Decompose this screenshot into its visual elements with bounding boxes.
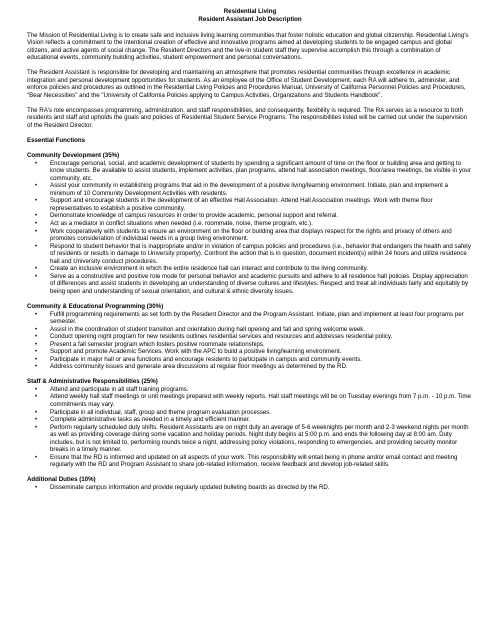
mission-paragraph: The Mission of Residential Living is to create safe and inclusive living learning communities that foster holistic education and global citizenship. Residential Living's Vision reflects a commitment to the intentional creation of effective and innovative programs aimed at developing students to be engaged campus and global citizens, and active agents of social change. The Resident Directors and the live-in student staff they supervise accomplish this through a combination of educational events, community building activities, student empowerment and personal conversations. (27, 31, 469, 62)
staff-administrative-list (27, 386, 473, 469)
section-heading-staff-administrative: Staff & Administrative Responsibilities (25%) (27, 378, 158, 386)
list-item: • Fulfill programming requirements as set forth by the Resident Director and the Program Assistant. Initiate, plan and implement at least four programs per semester. (27, 311, 473, 326)
role-paragraph: The RA's role encompasses programming, administration, and staff responsibilities, and consequently, flexibility is required. The RA serves as a resource to both residents and staff and upholds the goals and policies of Residential Student Service Programs. The responsibilities listed will be carried out under the supervision of the Resident Director. (27, 106, 468, 129)
list-item: • Assist in the coordination of student transition and orientation during hall opening and fall and spring welcome week. (27, 326, 473, 334)
list-item: • Disseminate campus information and provide regularly updated bulleting boards as directed by the RD. (27, 484, 473, 492)
list-item: • Assist your community in establishing programs that aid in the development of a positive living/learning environment. Initiate, plan and implement a minimum of 10 Community Development Activities with residents. (27, 182, 473, 197)
list-item: • Participate in all individual, staff, group and theme program evaluation processes. (27, 409, 473, 417)
list-item: • Attend and participate in all staff training programs. (27, 386, 473, 394)
list-item: • Address community issues and generate area discussions at regular floor meetings as determined by the RD. (27, 363, 473, 371)
list-item: • Attend weekly hall staff meetings or unit meetings prepared with weekly reports. Hall staff meetings will be on Tuesday evenings from 7 p.m. - 10 p.m. Time commitments may vary. (27, 393, 473, 408)
title-line-2: Resident Assistant Job Description (198, 16, 302, 23)
list-item: • Complete administrative tasks as needed in a timely and efficient manner. (27, 416, 473, 424)
list-item: • Work cooperatively with students to ensure an environment on the floor or building area that displays respect for the rights and privacy of others and promotes consideration of individual needs in a group living environment. (27, 228, 473, 243)
list-item: • Conduct opening night program for new residents outlines residential services and resources and addresses residential policy. (27, 333, 473, 341)
title-line-1: Residential Living (223, 8, 277, 15)
document-title (27, 8, 473, 24)
list-item: • Participate in major hall or area functions and encourage residents to participate in campus and community events. (27, 356, 473, 364)
list-item: • Ensure that the RD is informed and updated on all aspects of your work. This responsibility will entail being in phone and/or email contact and meeting regularly with the RD and Program Assistant to share job-related information, receive feedback and develop job-related skills. (27, 454, 473, 469)
list-item: • Demonstrate knowledge of campus resources in order to provide academic, personal support and referral. (27, 212, 473, 220)
community-development-list (27, 160, 473, 296)
list-item: • Support and encourage students in the development of an effective Hall Association. Attend Hall Association meetings. Work with theme floor representatives to establish a positive community. (27, 197, 473, 212)
list-item: • Support and promote Academic Services. Work with the APC to build a positive living/learning environment. (27, 348, 473, 356)
list-item: • Create an inclusive environment in which the entire residence hall can interact and contribute to the living community. (27, 265, 473, 273)
additional-duties-list (27, 484, 473, 492)
list-item: • Respond to student behavior that is inappropriate and/or in violation of campus policies and procedures (i.e., behavior that endangers the health and safety of residents or results in damage to University property). Confront the action that is in question, document incident(s) within 24 hours and utilize residence hall and University conduct procedures. (27, 243, 473, 266)
list-item: • Serve as a constructive and positive role mode for personal behavior and academic pursuits and adhere to all residence hall policies. Display appreciation of differences and assist students in developing an understanding of diverse cultures and lifestyles. Respect and treat all individuals fairly and equitably by being open and understanding of sexual orientation, and cultural & ethnic diversity issues. (27, 273, 473, 296)
section-heading-programming: Community & Educational Programming (30%) (27, 302, 164, 310)
section-heading-community-development: Community Development (35%) (27, 152, 120, 160)
list-item: • Perform regularly scheduled duty shifts. Resident Assistants are on night duty an average of 5-6 weeknights per month and 2-3 weekend nights per month as well as providing coverage during some vacation and holiday periods. Night duty begins at 5:00 p.m. and ends the following day at 8:00 am. Duty includes, but is not limited to, performing rounds twice a night, addressing policy violations, responding to emergencies, and providing security monitor breaks in a timely manner. (27, 424, 473, 454)
responsibility-paragraph: The Resident Assistant is responsible for developing and maintaining an atmosphere that promotes residential communities through excellence in academic integration and personal development opportunities for students. As an employee of the Office of Student Development, each RA will adhere to, administer, and enforce policies and procedures as outlined in the Residential Living Policies and Procedures Manual, University of California Personnel Policies and Procedures, "Bear Necessities" and the "University of California Policies applying to Campus Activities, Organizations and Students Handbook". (27, 69, 466, 99)
essential-functions-heading: Essential Functions (27, 137, 86, 145)
section-heading-additional-duties: Additional Duties (10%) (27, 476, 96, 484)
programming-list (27, 311, 473, 371)
list-item: • Present a fall semester program which fosters positive roommate relationships. (27, 341, 473, 349)
list-item: • Encourage personal, social, and academic development of students by spending a significant amount of time on the floor or building area and getting to know students. Be available to assist students, implement activities, plan programs, attend hall association meetings, floor/area meetings, be visible in your community, etc. (27, 160, 473, 183)
list-item: • Act as a mediator in conflict situations when needed (i.e. roommate, noise, theme program, etc.). (27, 220, 473, 228)
